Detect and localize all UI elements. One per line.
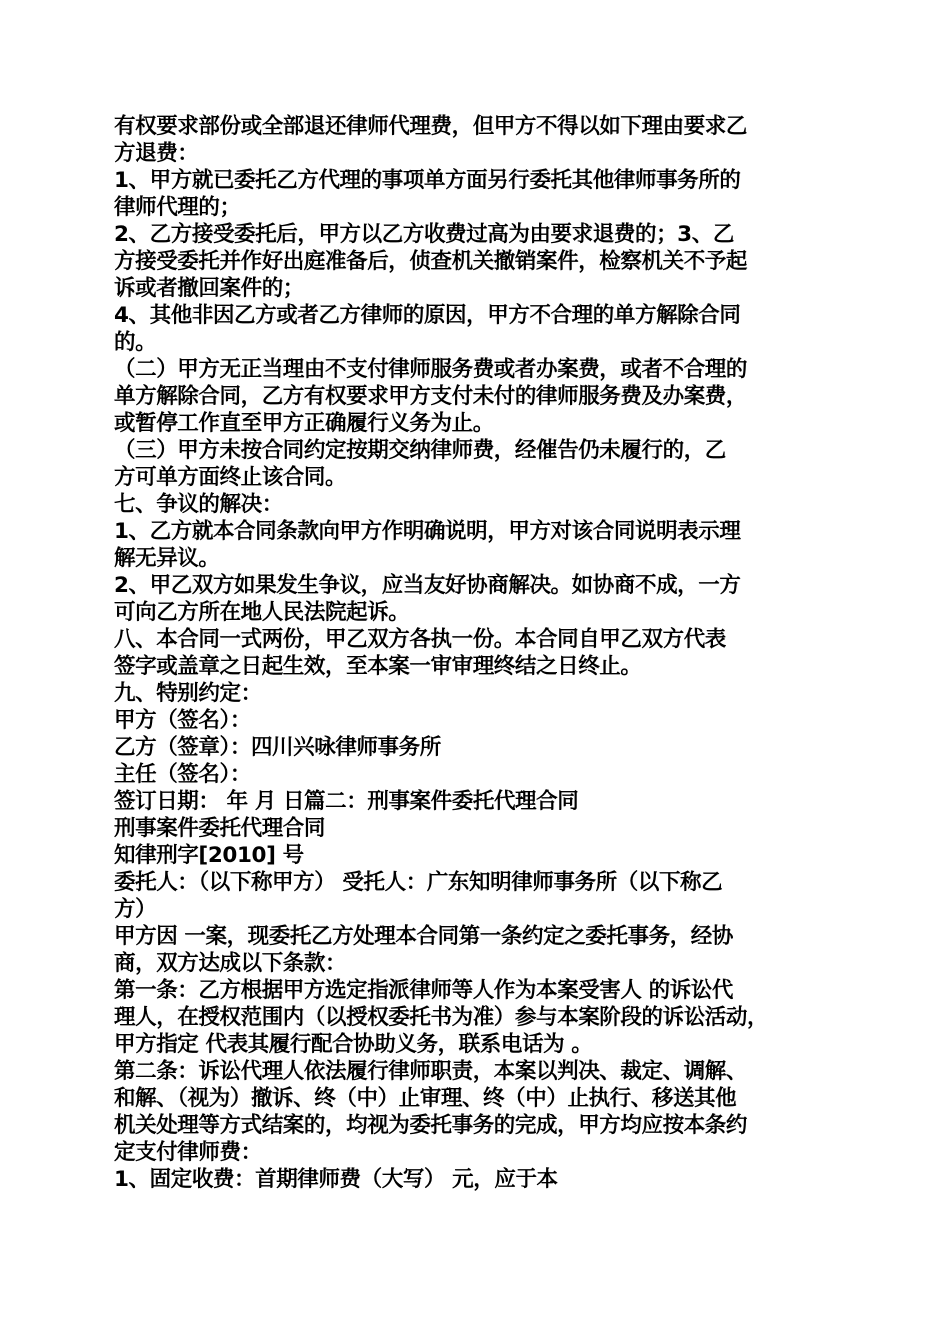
- text-line: 和解、（视为）撤诉、终（中）止审理、终（中）止执行、移送其他: [114, 1086, 737, 1111]
- text-line: 委托人：（以下称甲方） 受托人：广东知明律师事务所（以下称乙: [114, 870, 723, 895]
- section-heading: 七、争议的解决：: [114, 492, 283, 517]
- section-heading: 九、特别约定：: [114, 681, 262, 706]
- contract-number: 知律刑字[2010] 号: [114, 843, 304, 868]
- text-line: 2、甲乙双方如果发生争议，应当友好协商解决。如协商不成，一方: [114, 573, 741, 598]
- signature-line: 甲方（签名）：: [114, 708, 251, 733]
- text-line: （二）甲方无正当理由不支付律师服务费或者办案费，或者不合理的: [114, 357, 748, 382]
- text-line: 第二条：诉讼代理人依法履行律师职责，本案以判决、裁定、调解、: [114, 1059, 748, 1084]
- text-line: 1、乙方就本合同条款向甲方作明确说明，甲方对该合同说明表示理: [114, 519, 741, 544]
- signature-line: 乙方（签章）：四川兴咏律师事务所: [114, 735, 441, 760]
- text-line: 解无异议。: [114, 546, 220, 571]
- text-line: 方退费：: [114, 141, 199, 166]
- text-line: 理人，在授权范围内（以授权委托书为准）参与本案阶段的诉讼活动，: [114, 1005, 769, 1030]
- text-line: 商，双方达成以下条款：: [114, 951, 347, 976]
- text-line: （三）甲方未按合同约定按期交纳律师费，经催告仍未履行的，乙: [114, 438, 726, 463]
- text-line: 的。: [114, 330, 157, 355]
- contract-title: 刑事案件委托代理合同: [114, 816, 326, 841]
- date-line: 签订日期： 年 月 日篇二：刑事案件委托代理合同: [114, 789, 579, 814]
- text-line: 机关处理等方式结案的，均视为委托事务的完成，甲方均应按本条约: [114, 1113, 748, 1138]
- text-line: 2、乙方接受委托后，甲方以乙方收费过高为由要求退费的；3、乙: [114, 222, 734, 247]
- text-line: 或暂停工作直至甲方正确履行义务为止。: [114, 411, 494, 436]
- text-line: 签字或盖章之日起生效，至本案一审审理终结之日终止。: [114, 654, 642, 679]
- text-line: 甲方因 一案，现委托乙方处理本合同第一条约定之委托事务，经协: [114, 924, 733, 949]
- text-line: 方接受委托并作好出庭准备后，侦查机关撤销案件，检察机关不予起: [114, 249, 748, 274]
- document-body: [114, 113, 836, 1193]
- text-line: 定支付律师费：: [114, 1140, 262, 1165]
- text-line: 单方解除合同，乙方有权要求甲方支付未付的律师服务费及办案费，: [114, 384, 748, 409]
- text-line: 1、固定收费：首期律师费（大写） 元，应于本: [114, 1167, 558, 1192]
- text-line: 第一条：乙方根据甲方选定指派律师等人作为本案受害人 的诉讼代: [114, 978, 733, 1003]
- text-line: 可向乙方所在地人民法院起诉。: [114, 600, 410, 625]
- text-line: 1、甲方就已委托乙方代理的事项单方面另行委托其他律师事务所的: [114, 168, 741, 193]
- text-line: 八、本合同一式两份，甲乙双方各执一份。本合同自甲乙双方代表: [114, 627, 726, 652]
- text-line: 甲方指定 代表其履行配合协助义务，联系电话为 。: [114, 1032, 593, 1057]
- text-line: 方）: [114, 897, 157, 922]
- text-line: 诉或者撤回案件的；: [114, 276, 304, 301]
- signature-line: 主任（签名）：: [114, 762, 251, 787]
- text-line: 律师代理的；: [114, 195, 241, 220]
- text-line: 4、其他非因乙方或者乙方律师的原因，甲方不合理的单方解除合同: [114, 303, 741, 328]
- text-line: 方可单方面终止该合同。: [114, 465, 347, 490]
- text-line: 有权要求部份或全部退还律师代理费，但甲方不得以如下理由要求乙: [114, 114, 748, 139]
